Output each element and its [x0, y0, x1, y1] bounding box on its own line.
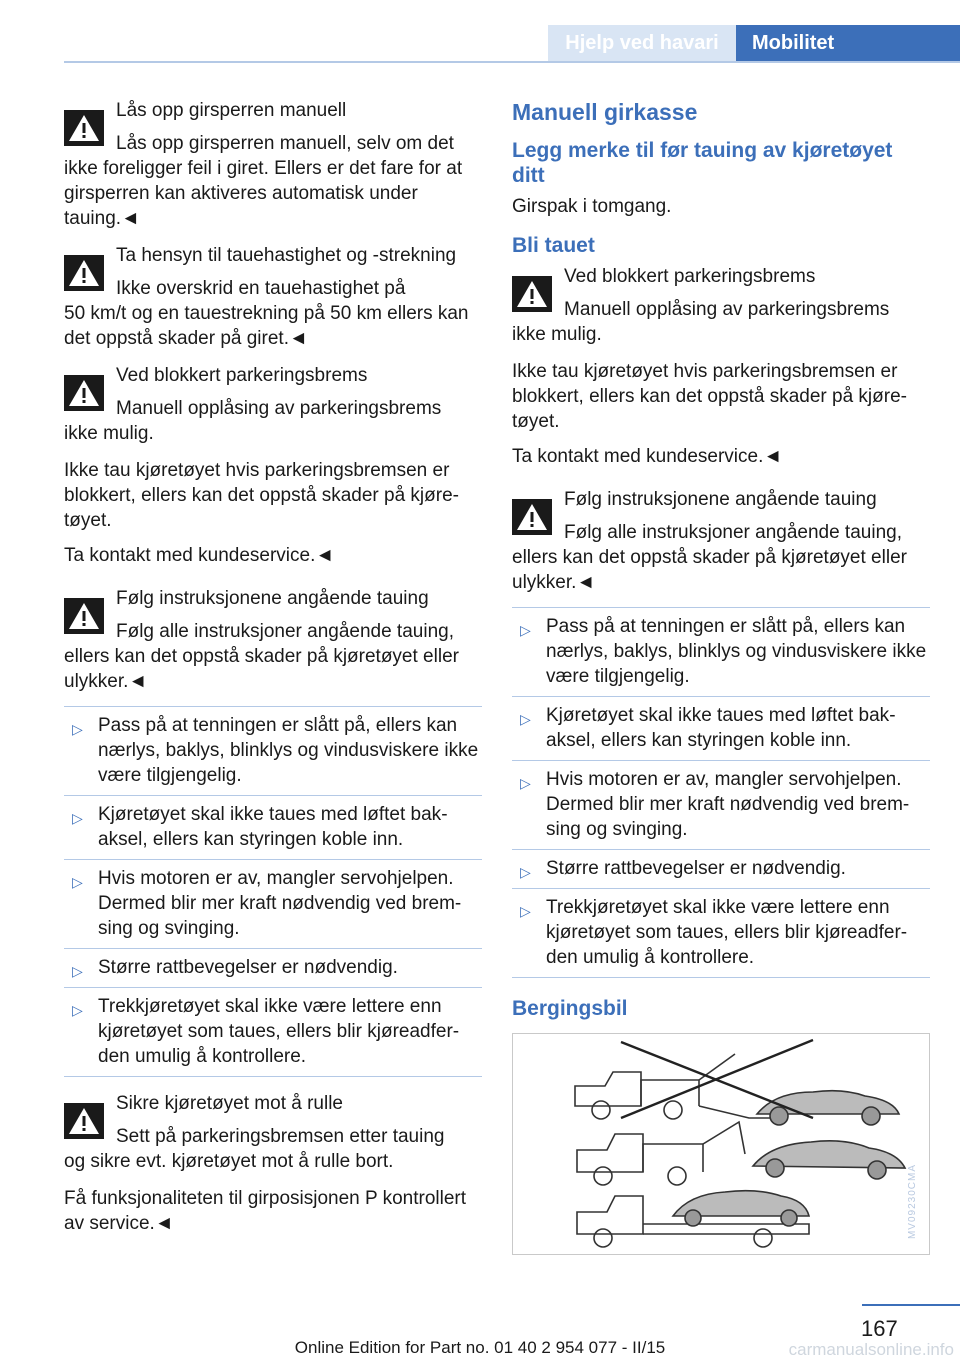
list-item: ▷ Større rattbevegelser er nødvendig.: [512, 850, 930, 889]
warning-block: [64, 98, 482, 231]
tab-mobilitet[interactable]: Mobilitet: [736, 25, 960, 61]
warning-icon: [512, 499, 552, 535]
warning-title: Ved blokkert parkeringsbrems: [116, 365, 368, 386]
warning-title: Følg instruksjonene angående tauing: [564, 489, 877, 510]
list-item: ▷ Pass på at tenningen er slått på, ellers kan nærlys, baklys, blinklys og vindusviskere ikke være tilgjengelig.: [512, 608, 930, 697]
warning-icon: [64, 255, 104, 291]
warning-text: Sett på parkeringsbremsen etter tauing: [116, 1126, 445, 1147]
warning-icon: [64, 1103, 104, 1139]
warning-block: [64, 586, 482, 694]
triangle-bullet-icon: ▷: [72, 810, 83, 826]
subsection-heading: Legg merke til før tauing av kjøretøyet ditt: [512, 139, 893, 187]
warning-text-cont: 50 km/t og en tauestrekning på 50 km ellers kan det oppstå skader på giret.◄: [64, 303, 469, 349]
page-number: 167: [861, 1316, 898, 1341]
page-number-rule: [862, 1304, 960, 1306]
subsection-heading: Bergingsbil: [512, 997, 628, 1020]
warning-text-cont: ellers kan det oppstå skader på kjøretøyet eller ulykker.◄: [64, 646, 459, 692]
paragraph: Ikke tau kjøretøyet hvis parkeringsbremsen er blokkert, ellers kan det oppstå skader på kjøretøyet.: [512, 361, 907, 432]
triangle-bullet-icon: ▷: [72, 721, 83, 737]
warning-icon: [64, 110, 104, 146]
warning-text-cont: ikke mulig.: [64, 423, 154, 444]
tab-hjelp-ved-havari[interactable]: Hjelp ved havari: [548, 25, 736, 61]
warning-text: Manuell opplåsing av parkeringsbrems: [564, 299, 890, 320]
list-item: ▷ Kjøretøyet skal ikke taues med løftet bakaksel, ellers kan styringen koble inn.: [512, 697, 930, 761]
warning-text: Følg alle instruksjoner angående tauing,: [564, 522, 902, 543]
tow-truck-drawing: [513, 1034, 929, 1254]
warning-block: [64, 1091, 482, 1174]
warning-block: [64, 363, 482, 446]
paragraph: Få funksjonaliteten til girposisjonen P kontrollert av service.◄: [64, 1188, 467, 1234]
warning-text: Ikke overskrid en tauehastighet på: [116, 278, 406, 299]
figure-code: MV09230CMA: [907, 1164, 918, 1240]
warning-text-cont: ellers kan det oppstå skader på kjøretøyet eller ulykker.◄: [512, 547, 907, 593]
triangle-bullet-icon: ▷: [520, 903, 531, 919]
warning-text: Manuell opplåsing av parkeringsbrems: [116, 398, 442, 419]
triangle-bullet-icon: ▷: [520, 622, 531, 638]
paragraph: Girspak i tomgang.: [512, 196, 672, 217]
warning-title: Ved blokkert parkeringsbrems: [564, 266, 816, 287]
warning-title: Følg instruksjonene angående tauing: [116, 588, 429, 609]
left-column: [64, 98, 482, 1246]
warning-block: [512, 264, 930, 347]
triangle-bullet-icon: ▷: [520, 711, 531, 727]
triangle-bullet-icon: ▷: [520, 775, 531, 791]
section-heading: Manuell girkasse: [512, 99, 698, 125]
right-column: [512, 98, 930, 1255]
triangle-bullet-icon: ▷: [520, 864, 531, 880]
list-item: ▷ Pass på at tenningen er slått på, ellers kan nærlys, baklys, blinklys og vindusviskere ikke være tilgjengelig.: [64, 707, 482, 796]
warning-block: [64, 243, 482, 351]
warning-text-cont: ikke mulig.: [512, 324, 602, 345]
bullet-list: [64, 706, 482, 1077]
warning-text: Lås opp girsperren manuell, selv om det: [116, 133, 454, 154]
warning-block: [512, 487, 930, 595]
list-item: ▷ Større rattbevegelser er nødvendig.: [64, 949, 482, 988]
header-rule: [64, 61, 960, 63]
list-item: ▷ Trekkjøretøyet skal ikke være lettere enn kjøretøyet som taues, ellers blir kjøreadferden umulig å kontrollere.: [512, 889, 930, 978]
warning-title: Sikre kjøretøyet mot å rulle: [116, 1093, 343, 1114]
warning-title: Lås opp girsperren manuell: [116, 100, 347, 121]
warning-text-cont: ikke foreligger feil i giret. Ellers er det fare for at girsperren kan aktiveres automatisk under tauing.◄: [64, 158, 463, 229]
warning-icon: [512, 276, 552, 312]
warning-icon: [64, 598, 104, 634]
list-item: ▷ Kjøretøyet skal ikke taues med løftet bakaksel, ellers kan styringen koble inn.: [64, 796, 482, 860]
triangle-bullet-icon: ▷: [72, 874, 83, 890]
bullet-list: [512, 607, 930, 978]
warning-icon: [64, 375, 104, 411]
paragraph: Ta kontakt med kundeservice.◄: [512, 446, 783, 467]
paragraph: Ikke tau kjøretøyet hvis parkeringsbremsen er blokkert, ellers kan det oppstå skader på kjøretøyet.: [64, 460, 459, 531]
list-item: ▷ Trekkjøretøyet skal ikke være lettere enn kjøretøyet som taues, ellers blir kjøreadferden umulig å kontrollere.: [64, 988, 482, 1077]
list-item: ▷ Hvis motoren er av, mangler servohjelpen. Dermed blir mer kraft nødvendig ved bremsing og svinging.: [512, 761, 930, 850]
footer-edition: Online Edition for Part no. 01 40 2 954 077 - II/15: [294, 1338, 666, 1357]
subsection-heading: Bli tauet: [512, 234, 595, 257]
triangle-bullet-icon: ▷: [72, 1002, 83, 1018]
warning-title: Ta hensyn til tauehastighet og -strekning: [116, 245, 457, 266]
list-item: ▷ Hvis motoren er av, mangler servohjelpen. Dermed blir mer kraft nødvendig ved bremsing og svinging.: [64, 860, 482, 949]
warning-text-cont: og sikre evt. kjøretøyet mot å rulle bort.: [64, 1151, 394, 1172]
triangle-bullet-icon: ▷: [72, 963, 83, 979]
paragraph: Ta kontakt med kundeservice.◄: [64, 545, 335, 566]
tow-truck-illustration: [512, 1033, 930, 1255]
watermark: carmanualsonline.info: [788, 1340, 954, 1359]
warning-text: Følg alle instruksjoner angående tauing,: [116, 621, 454, 642]
